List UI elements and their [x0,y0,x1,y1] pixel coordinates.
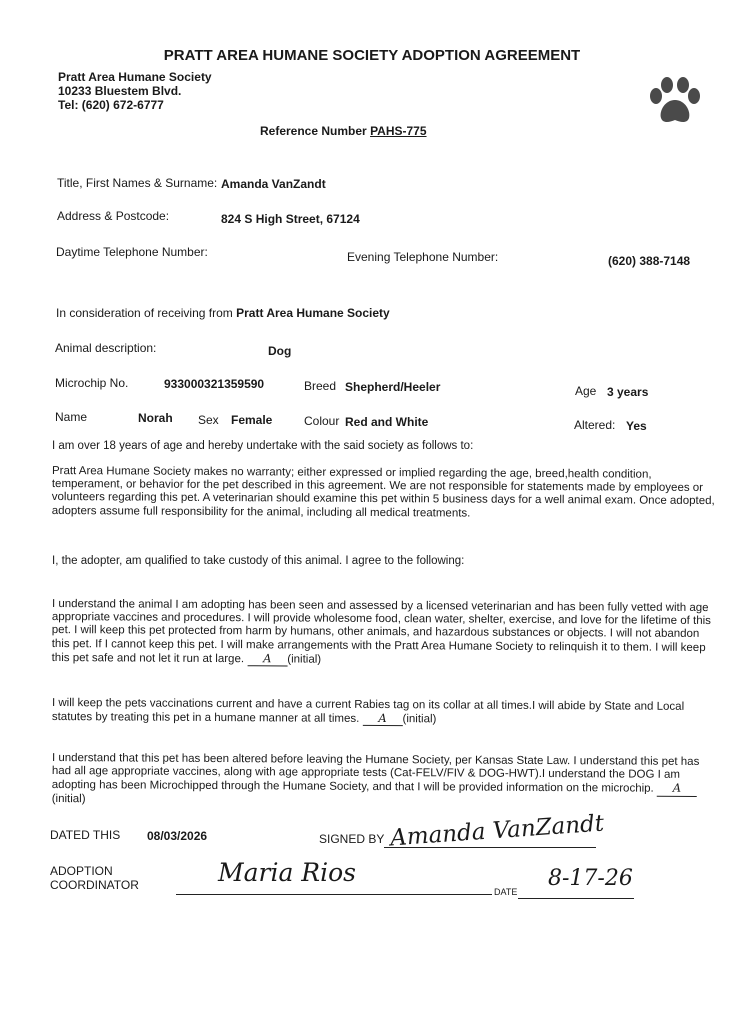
coordinator-label-line2: COORDINATOR [50,878,139,892]
handwritten-date: 8-17-26 [548,866,633,891]
animal-description-value: Dog [268,344,292,358]
coordinator-signature: Maria Rios [218,858,357,887]
adopter-signature: Amanda VanZandt [389,810,605,852]
care-agreement-text: I understand the animal I am adopting has been seen and assessed by a licensed veterinarian and has been fully vetted with age appropriate vaccines and procedures. I will provide wholesome food, clean water, shelter, exercise, and love for the lifetime of this pet. I will keep this pet protected from harm by humans, other animals, and hazardous substances or objects. I will not abandon this pet. If I cannot keep this pet. I will make arrangements with the Pratt Area Humane Society to relinquish it to them. I will keep this pet safe and not let it run at large. [51,598,711,665]
org-telephone: Tel: (620) 672-6777 [58,98,164,112]
pet-name-label: Name [55,410,88,424]
breed-value: Shepherd/Heeler [345,380,441,394]
care-agreement-paragraph [52,598,717,669]
dated-label: DATED THIS [50,828,121,842]
colour-label: Colour [304,414,340,428]
adopter-name: Amanda VanZandt [221,177,326,191]
qualified-statement: I, the adopter, am qualified to take custody of this animal. I agree to the following: [52,555,465,567]
vaccination-paragraph [52,697,717,728]
pet-name-value: Norah [138,411,173,425]
document-title: PRATT AREA HUMANE SOCIETY ADOPTION AGREEMENT [163,47,581,64]
age-label: Age [575,384,597,398]
evening-phone-value: (620) 388-7148 [608,254,691,268]
initial-mark-3: A [657,782,697,796]
colour-value: Red and White [345,415,429,429]
sex-value: Female [231,413,273,427]
org-street: 10233 Bluestem Blvd. [58,84,182,98]
initial-label-2: (initial) [402,713,437,726]
altered-value: Yes [626,419,647,433]
altered-label: Altered: [574,418,616,432]
name-label: Title, First Names & Surname: [57,176,218,190]
age-value: 3 years [607,385,649,399]
daytime-phone-label: Daytime Telephone Number: [56,245,208,259]
consideration-label: In consideration of receiving from [56,306,233,320]
reference-number [260,124,427,138]
microchip-value: 933000321359590 [164,377,265,391]
consideration-line [56,306,390,320]
initial-label-3: (initial) [51,792,86,805]
initial-label-1: (initial) [287,653,322,666]
address-label: Address & Postcode: [57,209,170,223]
initial-mark-2: A [362,712,402,726]
altered-microchip-text: I understand that this pet has been altered before leaving the Humane Society, per Kansas State Law. I understand this pet has had all age appropriate vaccines, along with age appropriate tests (Cat-FELV/FIV & DOG-HWT).I understand the DOG I am adopting has been Microchipped through the Humane Society, and that I will be provided information on the microchip. [51,752,700,796]
consideration-org: Pratt Area Humane Society [236,306,390,320]
sex-label: Sex [198,413,219,427]
altered-microchip-paragraph [52,752,717,810]
date-label: DATE [494,887,518,897]
breed-label: Breed [304,379,337,393]
animal-description-label: Animal description: [55,341,157,355]
org-name: Pratt Area Humane Society [58,70,212,84]
adopter-address: 824 S High Street, 67124 [221,212,360,226]
reference-value: PAHS-775 [370,124,427,138]
vaccination-text: I will keep the pets vaccinations current and have a current Rabies tag on its collar at all times.I will abide by State and Local statutes by treating this pet in a humane manner at all times. [51,697,685,726]
coordinator-label-line1: ADOPTION [50,864,113,878]
dated-value: 08/03/2026 [147,829,208,843]
coordinator-label [50,864,139,892]
evening-phone-label: Evening Telephone Number: [347,250,499,264]
paw-print-icon [646,74,704,126]
signed-by-label: SIGNED BY [319,832,385,846]
initial-mark-1: A [247,652,287,666]
reference-label: Reference Number [260,124,367,138]
age-undertaking: I am over 18 years of age and hereby undertake with the said society as follows to: [52,440,474,452]
coordinator-signature-line [176,894,492,895]
date-line [518,898,634,899]
org-address-block [58,70,212,112]
microchip-label: Microchip No. [55,376,129,390]
warranty-paragraph: Pratt Area Humane Society makes no warranty; either expressed or implied regarding the age, breed,health condition, temperament, or behavior for the pet described in this agreement. We are not responsible for statements made by employees or volunteers regarding this pet. A veterinarian should examine this pet within 5 business days for a well animal exam. Once adopted, adopters assume full responsibility for the animal, including all medical treatments. [51,465,715,520]
